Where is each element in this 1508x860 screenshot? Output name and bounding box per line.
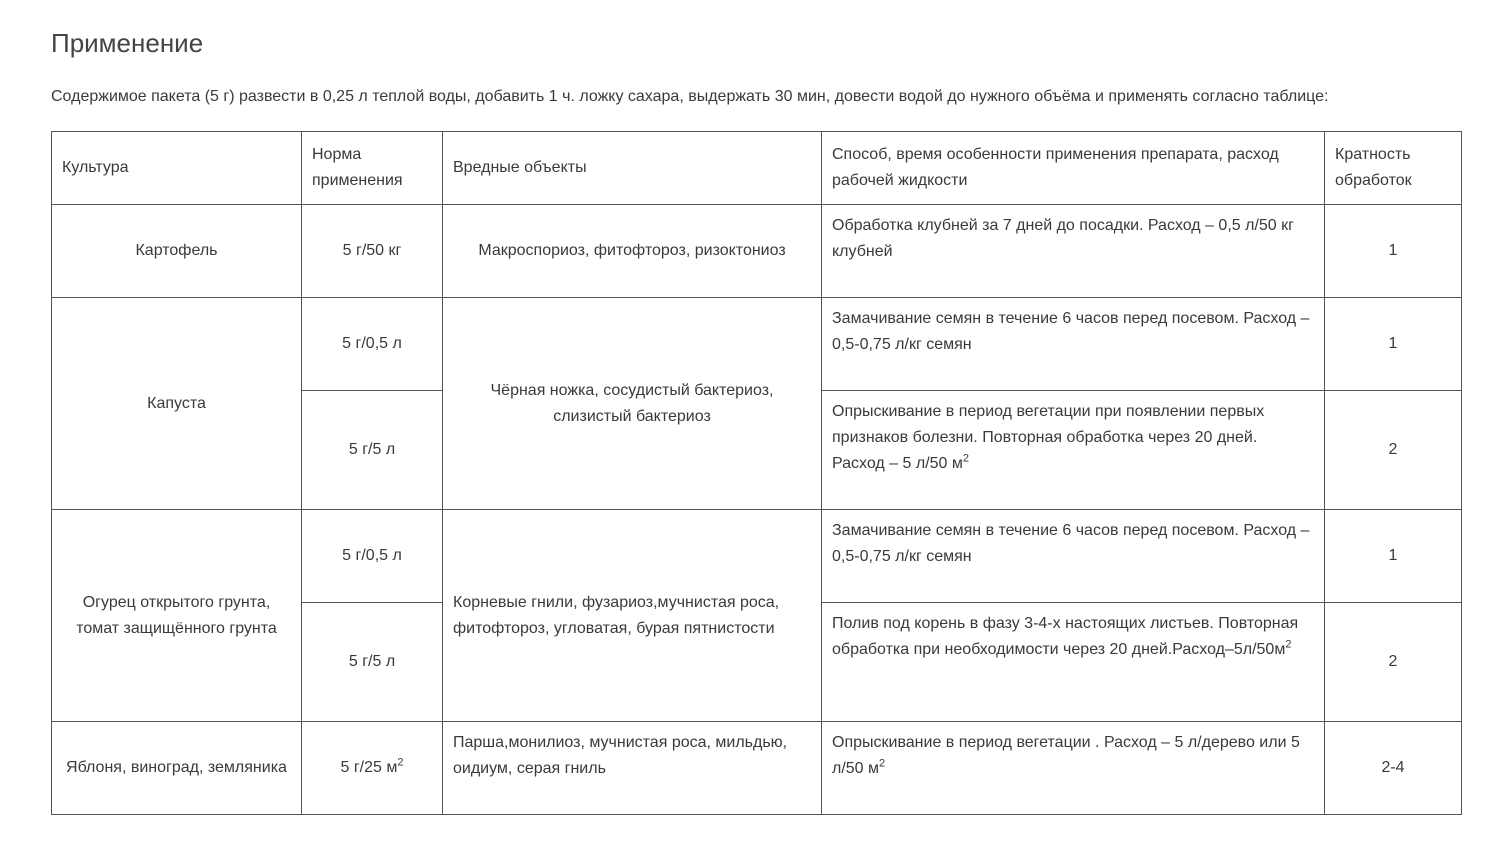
rate-text: 5 г/25 м [340, 759, 398, 776]
usage-table [51, 131, 1462, 815]
cell-rate [302, 722, 443, 815]
method-text: Опрыскивание в период вегетации . Расход – 5 л/дерево или 5 л/50 м [832, 734, 1300, 777]
cell-pests: Корневые гнили, фузариоз,мучнистая роса, фитофтороз, угловатая, бурая пятнистости [443, 510, 822, 722]
cell-rate: 5 г/0,5 л [302, 298, 443, 391]
cell-crop: Капуста [52, 298, 302, 510]
cell-method: Замачивание семян в течение 6 часов перед посевом. Расход – 0,5-0,75 л/кг семян [822, 510, 1325, 603]
cell-count: 1 [1325, 510, 1462, 603]
cell-count: 2 [1325, 603, 1462, 722]
cell-count: 2-4 [1325, 722, 1462, 815]
cell-method [822, 722, 1325, 815]
cell-rate: 5 г/50 кг [302, 205, 443, 298]
superscript: 2 [962, 452, 970, 465]
header-method: Способ, время особенности применения препарата, расход рабочей жидкости [822, 132, 1325, 205]
intro-text: Содержимое пакета (5 г) развести в 0,25 л теплой воды, добавить 1 ч. ложку сахара, выдержать 30 мин, довести водой до нужного объёма и применять согласно таблице: [51, 88, 1329, 105]
table-row [52, 510, 1462, 603]
page-title: Применение [51, 28, 204, 58]
cell-crop: Картофель [52, 205, 302, 298]
table-row [52, 205, 1462, 298]
cell-count: 1 [1325, 298, 1462, 391]
cell-rate: 5 г/0,5 л [302, 510, 443, 603]
header-count: Кратность обработок [1325, 132, 1462, 205]
cell-count: 2 [1325, 391, 1462, 510]
cell-pests: Макроспориоз, фитофтороз, ризоктониоз [443, 205, 822, 298]
cell-count: 1 [1325, 205, 1462, 298]
header-pests: Вредные объекты [443, 132, 822, 205]
cell-rate: 5 г/5 л [302, 391, 443, 510]
cell-pests: Чёрная ножка, сосудистый бактериоз, слизистый бактериоз [443, 298, 822, 510]
cell-method: Замачивание семян в течение 6 часов перед посевом. Расход – 0,5-0,75 л/кг семян [822, 298, 1325, 391]
method-text: Опрыскивание в период вегетации при появлении первых признаков болезни. Повторная обработка через 20 дней. Расход – 5 л/50 м [832, 403, 1265, 472]
table-header-row [52, 132, 1462, 205]
cell-pests: Парша,монилиоз, мучнистая роса, мильдью, оидиум, серая гниль [443, 722, 822, 815]
cell-method [822, 603, 1325, 722]
header-crop: Культура [52, 132, 302, 205]
table-row [52, 722, 1462, 815]
superscript: 2 [1285, 638, 1292, 651]
cell-crop: Огурец открытого грунта, томат защищённого грунта [52, 510, 302, 722]
cell-method: Обработка клубней за 7 дней до посадки. Расход – 0,5 л/50 кг клубней [822, 205, 1325, 298]
superscript: 2 [397, 756, 404, 769]
cell-method [822, 391, 1325, 510]
superscript: 2 [879, 757, 886, 770]
cell-rate: 5 г/5 л [302, 603, 443, 722]
cell-crop: Яблоня, виноград, земляника [52, 722, 302, 815]
method-text: Полив под корень в фазу 3-4-х настоящих листьев. Повторная обработка при необходимости через 20 дней.Расход–5л/50м [832, 615, 1299, 658]
header-rate: Норма применения [302, 132, 443, 205]
table-row [52, 298, 1462, 391]
